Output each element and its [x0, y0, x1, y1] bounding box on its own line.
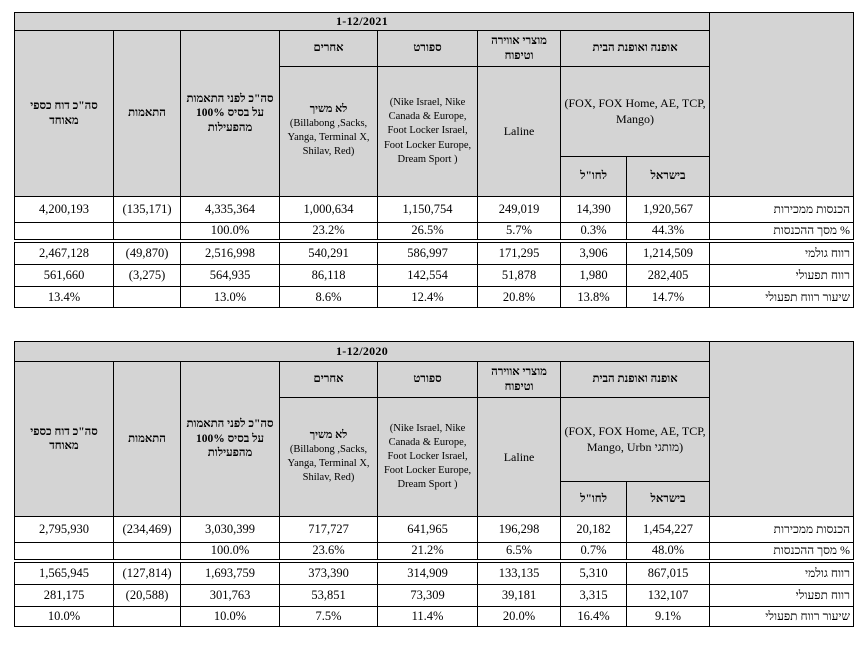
- segment-table-2020: [14, 341, 854, 627]
- table-cell: 3,030,399: [181, 517, 280, 543]
- table-cell: 44.3%: [627, 223, 710, 241]
- table-cell: 1,920,567: [627, 197, 710, 223]
- table-cell: 14.7%: [627, 287, 710, 308]
- fashion-brands-cell: (FOX, FOX Home, AE, TCP, Mango): [561, 67, 710, 157]
- table-cell: 5,310: [561, 561, 627, 585]
- row-label-header-cell: [710, 13, 854, 197]
- col-header-abroad: לחו"ל: [561, 157, 627, 197]
- others-detail-cell: [280, 67, 378, 197]
- table-row: [15, 561, 854, 585]
- table-cell: 73,309: [378, 585, 478, 607]
- table-cell: 1,150,754: [378, 197, 478, 223]
- row-label: רווח תפעולי: [710, 585, 854, 607]
- col-header-total-before-adjustments: סה"כ לפני התאמות על בסיס 100% מהפעילות: [181, 31, 280, 197]
- table-row: [15, 607, 854, 627]
- col-header-adjustments: התאמות: [114, 31, 181, 197]
- table-cell: 26.5%: [378, 223, 478, 241]
- col-header-others: אחרים: [280, 362, 378, 398]
- table-cell: 13.8%: [561, 287, 627, 308]
- others-brands: (Billabong ,Sacks, Yanga, Terminal X, Shilav, Red): [287, 118, 370, 158]
- table-cell: 10.0%: [181, 607, 280, 627]
- table-cell: 586,997: [378, 241, 478, 265]
- col-header-adjustments: התאמות: [114, 362, 181, 517]
- table-cell: 13.0%: [181, 287, 280, 308]
- table-cell: 11.4%: [378, 607, 478, 627]
- table-cell: 133,135: [478, 561, 561, 585]
- row-label: הכנסות ממכירות: [710, 197, 854, 223]
- table-cell: 314,909: [378, 561, 478, 585]
- table-cell: 3,315: [561, 585, 627, 607]
- table-cell: 23.6%: [280, 543, 378, 561]
- table-cell: 53,851: [280, 585, 378, 607]
- table-cell: 23.2%: [280, 223, 378, 241]
- table-cell: 2,516,998: [181, 241, 280, 265]
- table-cell: 86,118: [280, 265, 378, 287]
- sport-brands-cell: (Nike Israel, Nike Canada & Europe, Foot Locker Israel, Foot Locker Europe, Dream Sport ): [378, 67, 478, 197]
- row-label: שיעור רווח תפעולי: [710, 607, 854, 627]
- row-label-header-cell: [710, 342, 854, 517]
- table-cell: 717,727: [280, 517, 378, 543]
- table-cell: [15, 543, 114, 561]
- table-row: [15, 197, 854, 223]
- others-subtitle: לא משיך: [309, 103, 348, 116]
- table-cell: 4,200,193: [15, 197, 114, 223]
- row-label: רווח תפעולי: [710, 265, 854, 287]
- table-cell: 51,878: [478, 265, 561, 287]
- table-cell: 20,182: [561, 517, 627, 543]
- table-cell: 867,015: [627, 561, 710, 585]
- table-cell: 20.8%: [478, 287, 561, 308]
- table-cell: 2,795,930: [15, 517, 114, 543]
- row-label: % מסך ההכנסות: [710, 223, 854, 241]
- table-cell: [114, 543, 181, 561]
- table-cell: 6.5%: [478, 543, 561, 561]
- table-row: [15, 223, 854, 241]
- others-brands: (Billabong ,Sacks, Yanga, Terminal X, Shilav, Red): [287, 443, 370, 483]
- table-cell: [15, 223, 114, 241]
- sport-brands-cell: (Nike Israel, Nike Canada & Europe, Foot Locker Israel, Foot Locker Europe, Dream Sport ): [378, 398, 478, 517]
- table-cell: 1,000,634: [280, 197, 378, 223]
- table-row: [15, 265, 854, 287]
- table-cell: 301,763: [181, 585, 280, 607]
- row-label: שיעור רווח תפעולי: [710, 287, 854, 308]
- table-cell: 20.0%: [478, 607, 561, 627]
- table-cell: [114, 223, 181, 241]
- table-cell: 1,454,227: [627, 517, 710, 543]
- table-cell: 564,935: [181, 265, 280, 287]
- table-cell: 5.7%: [478, 223, 561, 241]
- others-detail-cell: [280, 398, 378, 517]
- table-cell: 48.0%: [627, 543, 710, 561]
- table-cell: 4,335,364: [181, 197, 280, 223]
- table-cell: (3,275): [114, 265, 181, 287]
- table-cell: [114, 607, 181, 627]
- row-label: % מסך ההכנסות: [710, 543, 854, 561]
- table-cell: 3,906: [561, 241, 627, 265]
- table-row: [15, 241, 854, 265]
- table-row: [15, 585, 854, 607]
- table-cell: [114, 287, 181, 308]
- table-cell: 21.2%: [378, 543, 478, 561]
- table-cell: 1,565,945: [15, 561, 114, 585]
- table-cell: 2,467,128: [15, 241, 114, 265]
- col-header-care: מוצרי אווירה וטיפוח: [478, 362, 561, 398]
- table-cell: 100.0%: [181, 543, 280, 561]
- table-cell: 373,390: [280, 561, 378, 585]
- table-cell: 1,214,509: [627, 241, 710, 265]
- table-cell: 641,965: [378, 517, 478, 543]
- table-cell: (127,814): [114, 561, 181, 585]
- col-header-israel: בישראל: [627, 482, 710, 517]
- row-label: רווח גולמי: [710, 241, 854, 265]
- table-cell: 561,660: [15, 265, 114, 287]
- care-brand-cell: Laline: [478, 67, 561, 197]
- period-band: 1-12/2020: [15, 342, 710, 362]
- col-header-fashion: אופנה ואופנת הבית: [561, 31, 710, 67]
- table-cell: 100.0%: [181, 223, 280, 241]
- table-cell: 14,390: [561, 197, 627, 223]
- table-cell: 13.4%: [15, 287, 114, 308]
- table-cell: (135,171): [114, 197, 181, 223]
- col-header-consolidated: סה"כ דוח כספי מאוחד: [15, 362, 114, 517]
- table-cell: (20,588): [114, 585, 181, 607]
- col-header-sport: ספורט: [378, 31, 478, 67]
- table-cell: 249,019: [478, 197, 561, 223]
- row-label: הכנסות ממכירות: [710, 517, 854, 543]
- table-row: [15, 517, 854, 543]
- table-cell: 142,554: [378, 265, 478, 287]
- table-cell: 9.1%: [627, 607, 710, 627]
- period-band: 1-12/2021: [15, 13, 710, 31]
- col-header-others: אחרים: [280, 31, 378, 67]
- table-cell: 8.6%: [280, 287, 378, 308]
- table-cell: 0.7%: [561, 543, 627, 561]
- col-header-israel: בישראל: [627, 157, 710, 197]
- table-row: [15, 287, 854, 308]
- table-cell: (234,469): [114, 517, 181, 543]
- table-cell: 7.5%: [280, 607, 378, 627]
- fashion-brands-cell: (FOX, FOX Home, AE, TCP, Mango, Urbn מותגי): [561, 398, 710, 482]
- table-cell: 16.4%: [561, 607, 627, 627]
- table-cell: (49,870): [114, 241, 181, 265]
- table-cell: 132,107: [627, 585, 710, 607]
- table-cell: 281,175: [15, 585, 114, 607]
- row-label: רווח גולמי: [710, 561, 854, 585]
- document-page: [0, 12, 862, 650]
- table-cell: 12.4%: [378, 287, 478, 308]
- col-header-total-before-adjustments: סה"כ לפני התאמות על בסיס 100% מהפעילות: [181, 362, 280, 517]
- table-cell: 196,298: [478, 517, 561, 543]
- col-header-sport: ספורט: [378, 362, 478, 398]
- care-brand-cell: Laline: [478, 398, 561, 517]
- table-cell: 171,295: [478, 241, 561, 265]
- table-cell: 1,980: [561, 265, 627, 287]
- table-cell: 282,405: [627, 265, 710, 287]
- table-cell: 10.0%: [15, 607, 114, 627]
- table-cell: 1,693,759: [181, 561, 280, 585]
- segment-table-2021: [14, 12, 854, 308]
- col-header-consolidated: סה"כ דוח כספי מאוחד: [15, 31, 114, 197]
- col-header-fashion: אופנה ואופנת הבית: [561, 362, 710, 398]
- col-header-care: מוצרי אווירה וטיפוח: [478, 31, 561, 67]
- table-cell: 39,181: [478, 585, 561, 607]
- table-cell: 540,291: [280, 241, 378, 265]
- others-subtitle: לא משיך: [309, 428, 348, 441]
- table-cell: 0.3%: [561, 223, 627, 241]
- table-row: [15, 543, 854, 561]
- col-header-abroad: לחו"ל: [561, 482, 627, 517]
